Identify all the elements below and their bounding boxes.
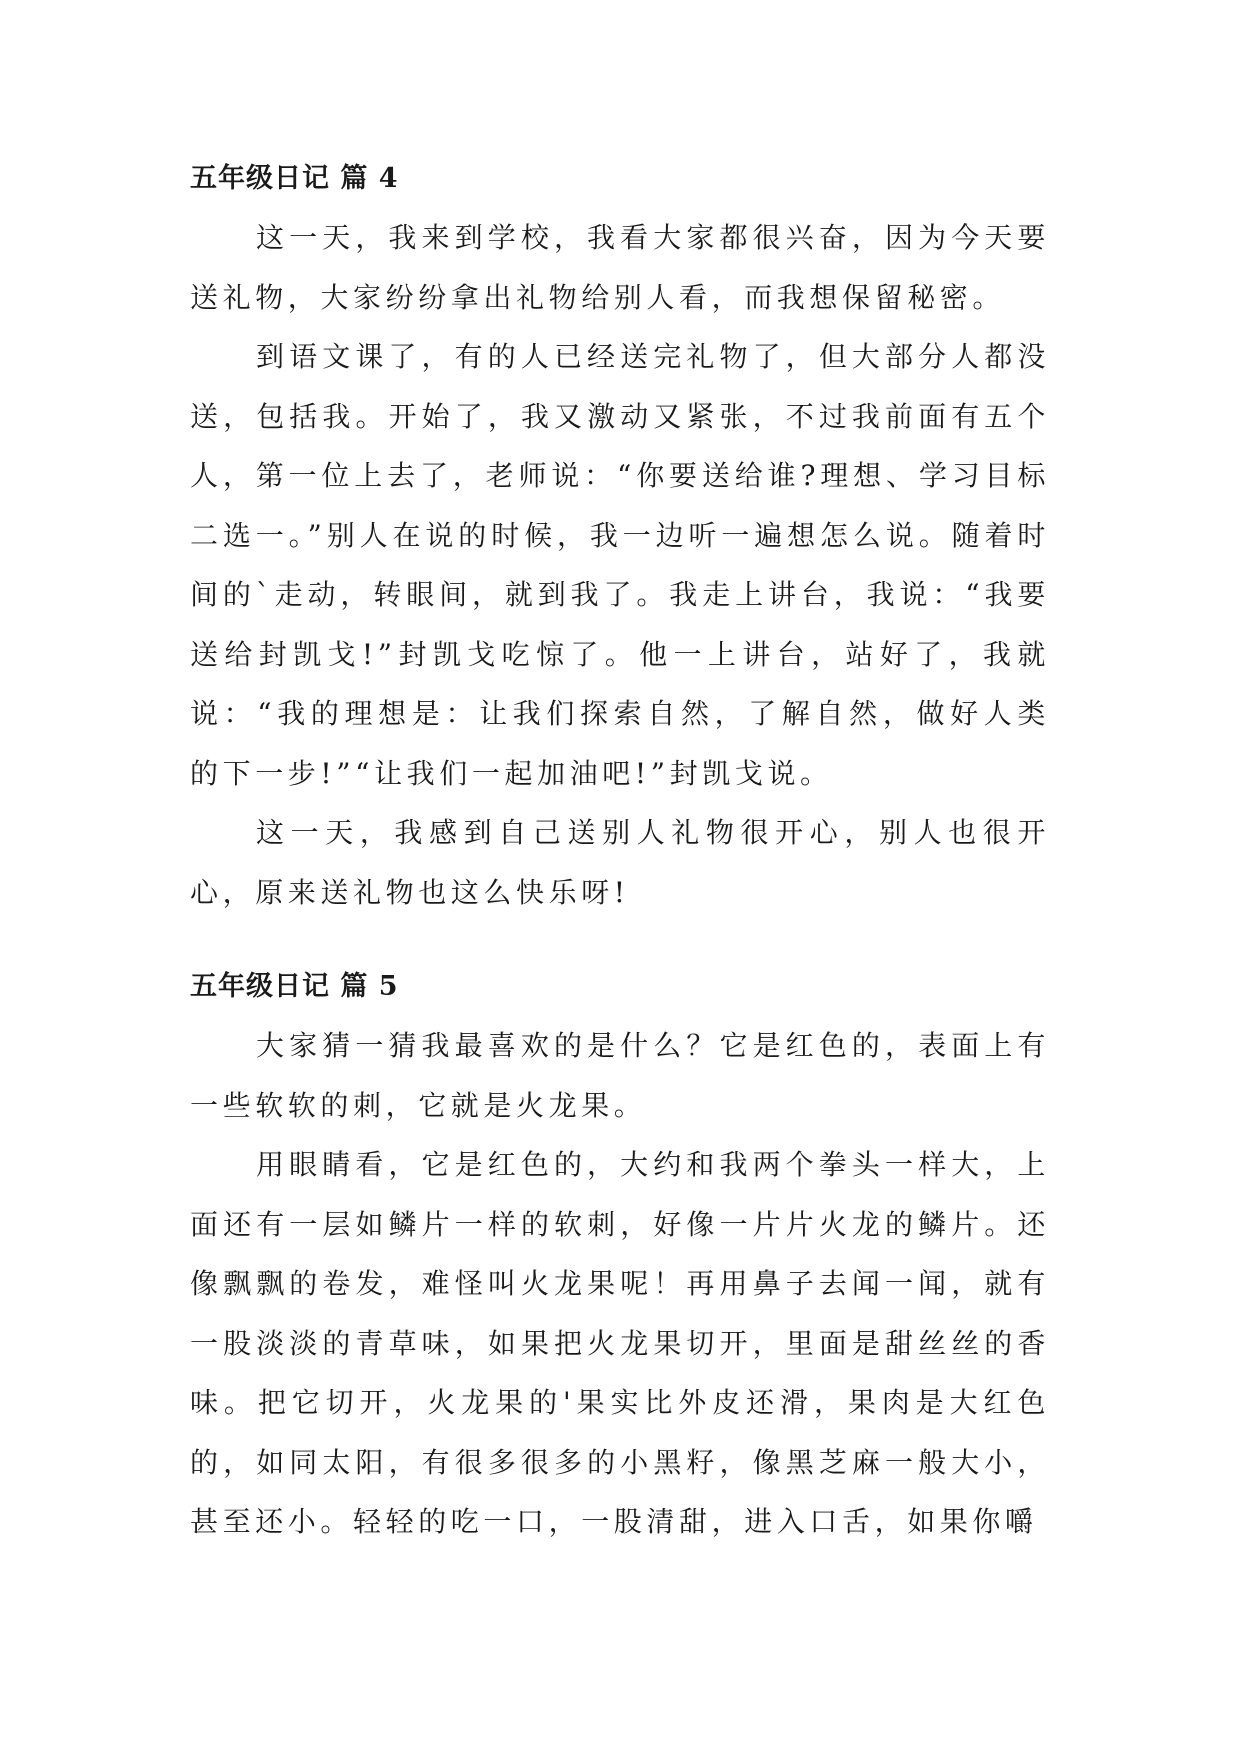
paragraph: 到语文课了，有的人已经送完礼物了，但大部分人都没送，包括我。开始了，我又激动又紧张，不过我前面有五个人，第一位上去了，老师说：“你要送给谁?理想、学习目标二选一。”别人在说的时候，我一边听一遍想怎么说。随着时间的`走动，转眼间，就到我了。我走上讲台，我说：“我要送给封凯戈!”封凯戈吃惊了。他一上讲台，站好了，我就说：“我的理想是：让我们探索自然，了解自然，做好人类的下一步!”“让我们一起加油吧!”封凯戈说。 (190, 340, 1050, 790)
paragraph: 用眼睛看，它是红色的，大约和我两个拳头一样大，上面还有一层如鳞片一样的软刺，好像一片片火龙的鳞片。还像飘飘的卷发，难怪叫火龙果呢！再用鼻子去闻一闻，就有一股淡淡的青草味，如果把火龙果切开，里面是甜丝丝的香味。把它切开，火龙果的'果实比外皮还滑，果肉是大红色的，如同太阳，有很多很多的小黑籽，像黑芝麻一般大小，甚至还小。轻轻的吃一口，一股清甜，进入口舌，如果你嚼 (190, 1148, 1050, 1538)
paragraph: 大家猜一猜我最喜欢的是什么？它是红色的，表面上有一些软软的刺，它就是火龙果。 (190, 1029, 1050, 1122)
paragraph: 这一天，我感到自己送别人礼物很开心，别人也很开心，原来送礼物也这么快乐呀! (190, 816, 1050, 909)
document-body (190, 150, 1050, 1552)
paragraph: 这一天，我来到学校，我看大家都很兴奋，因为今天要送礼物，大家纷纷拿出礼物给别人看，而我想保留秘密。 (190, 221, 1050, 314)
diary-entry-5 (190, 958, 1050, 1552)
entry-title: 五年级日记 篇 4 (190, 163, 399, 194)
entry-title: 五年级日记 篇 5 (190, 971, 399, 1002)
diary-entry-4 (190, 150, 1050, 922)
